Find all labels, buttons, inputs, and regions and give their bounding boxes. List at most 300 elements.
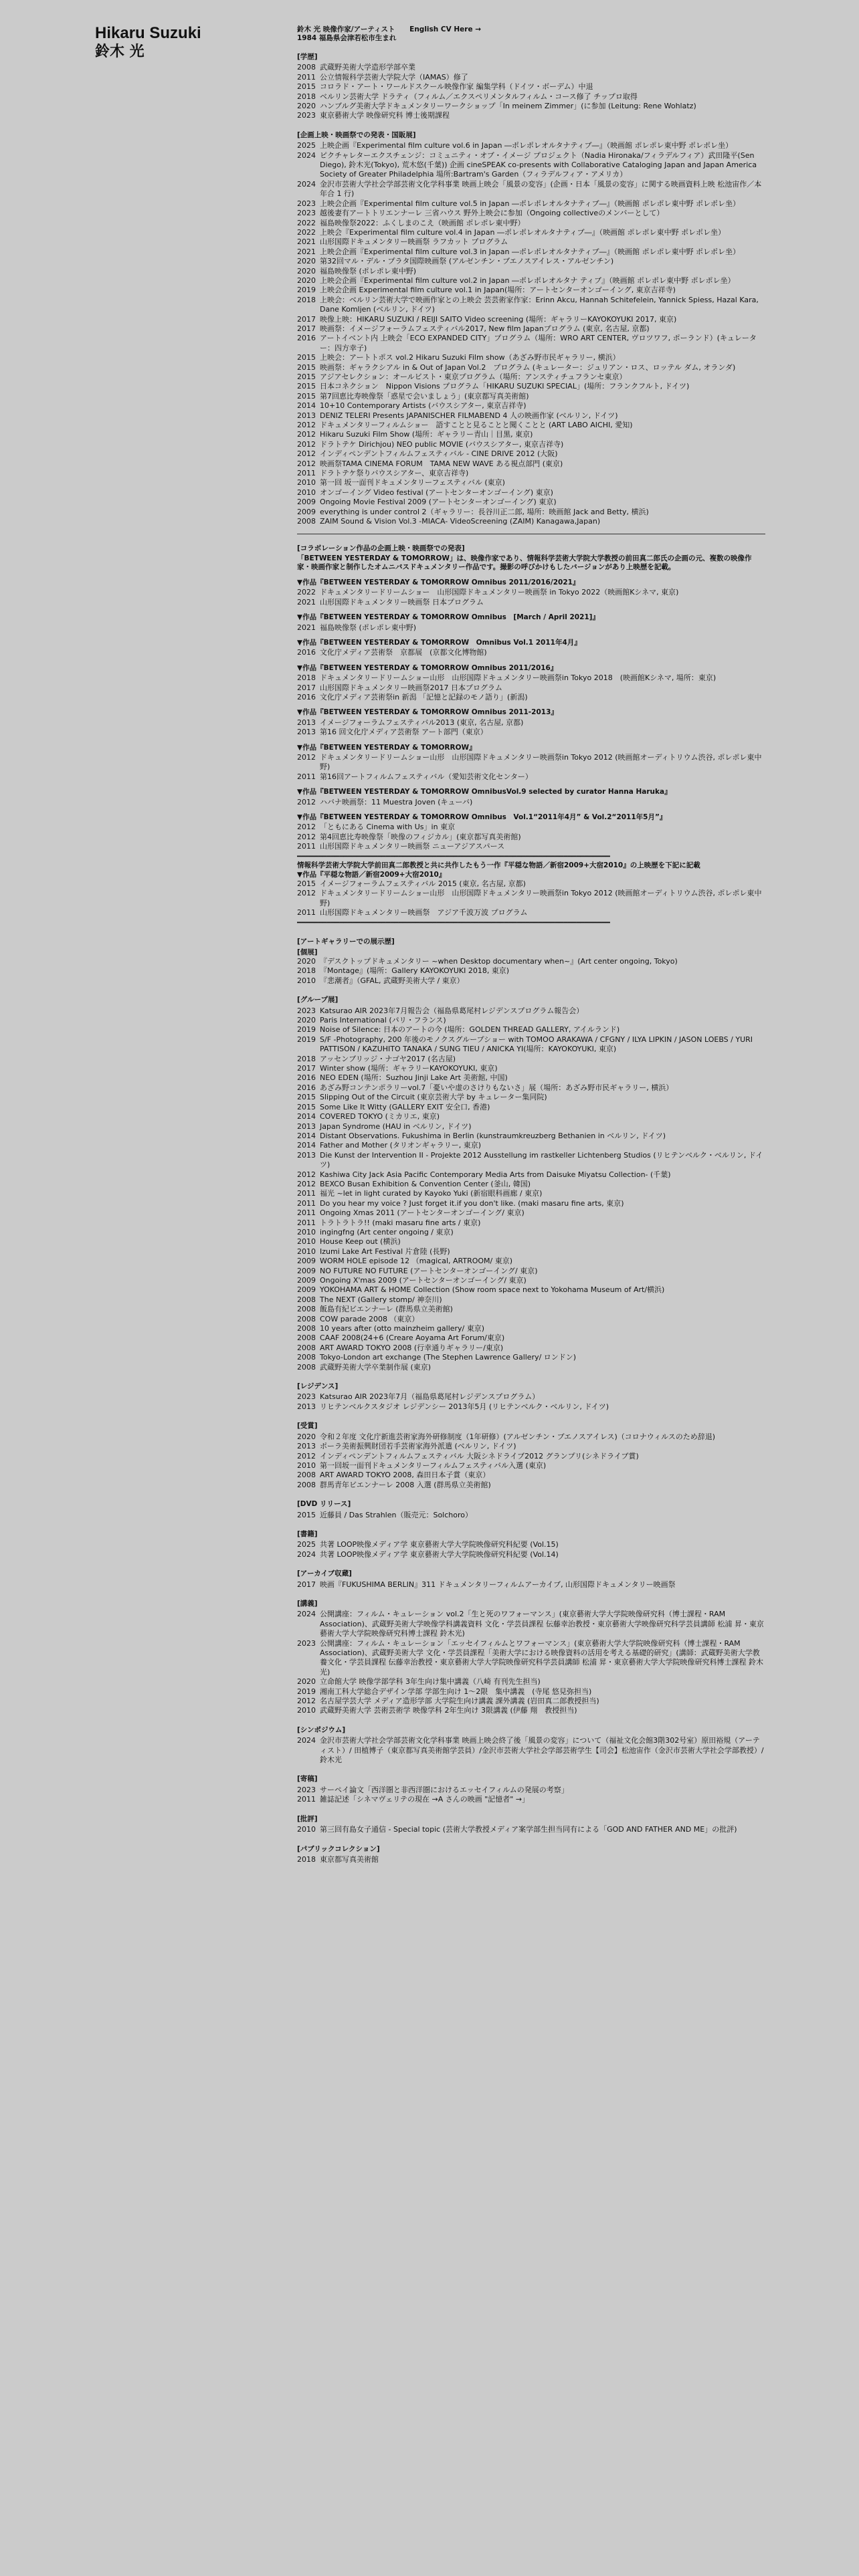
list-item [297,1064,765,1073]
item-text: アジアセレクション：オールビスト・東京プログラム（場所：アンスティチュフランセ東京） [320,372,627,381]
item-text: S/F -Photography, 200 年後のモノクスグループショー with TOMOO ARAKAWA / CFGNY / ILYA LIPKIN / JASON LOEBS / YURI PATTISON / KAZUHITO TANAKA / SUNG TIEU / ANICKA YI(場所：KAYOKOYUKI, 東京) [320,1035,753,1054]
list-item [297,111,765,120]
item-text: 近藤員 / Das Strahlen（販売元：Solchoro） [320,1510,472,1519]
list-item [297,1580,765,1590]
list-item [297,1825,765,1834]
item-text: 第16 回文化庁メディア芸術祭 アート部門（東京） [320,728,488,737]
item-year: 2018 [297,92,316,101]
item-year: 2011 [297,1218,316,1227]
item-year: 2021 [297,597,316,607]
list-item [297,879,765,889]
item-text: Ongoing Xmas 2011 (アートセンターオンゴーイング/ 東京) [320,1208,524,1218]
item-year: 2011 [297,1189,316,1198]
item-year: 2011 [297,72,316,82]
section-subtitle: [個展] [297,948,318,956]
list-item [297,1016,765,1025]
section-title: [シンポジウム] [297,1725,346,1734]
item-text: Hikaru Suzuki Film Show (場所：ギャラリー青山｜目黒, 東京) [320,430,533,439]
item-year: 2018 [297,673,316,683]
list-item [297,92,765,102]
item-text: ベルリン芸術大学 ドラティ（フィルム／エクスペリメンタルフィルム・コース修了 チップロ取得 [320,92,638,101]
item-year: 2019 [297,1035,316,1044]
list-item [297,1706,765,1715]
item-year: 2019 [297,1025,316,1035]
work-title: ▼作品『BETWEEN YESTERDAY & TOMORROW』 [297,743,476,752]
item-text: 第7回恵比寿映像祭「惑星で会いましょう」(東京都写真美術館) [320,391,529,401]
item-text: 公開講座：フィルム・キュレーション vol.2「生と死のワフォーマンス」(東京藝術大学大学院映像研究科（博士課程・RAM Association)、武蔵野美術大学映像学科講義資料 文化・学芸員課程 伝藤幸治教授・東京藝術大学映像研究科学芸員講師 松浦 昇・東京藝術大学大学院映像研究科博士課程 鈴木光) [320,1610,764,1638]
item-text: COW parade 2008 （東京） [320,1314,419,1323]
list-item [297,247,765,257]
item-year: 2008 [297,1471,316,1480]
item-text: 第4回恵比寿映像祭「映像のフィジカル」(東京都写真美術館) [320,832,521,841]
list-item [297,82,765,92]
list-item [297,1180,765,1189]
item-year: 2021 [297,237,316,247]
item-text: Katsurao AIR 2023年7月報告会（福島県葛尾村レジデンスプログラム報告会） [320,1006,584,1015]
item-year: 2010 [297,1237,316,1247]
item-text: 飯島有紀ビエンナーレ (群馬県立美術館) [320,1305,453,1314]
item-text: ingingfng (Art center ongoing / 東京) [320,1227,454,1237]
item-year: 2010 [297,1227,316,1237]
list-item [297,1697,765,1706]
list-item [297,372,765,382]
list-item [297,237,765,247]
item-text: ポーラ美術振興財団若手芸術家海外派遣 (ベルリン, ドイツ) [320,1442,516,1451]
item-year: 2025 [297,1540,316,1549]
work-title: ▼作品『BETWEEN YESTERDAY & TOMORROW Omnibus 2011/2016/2021』 [297,578,580,586]
item-year: 2012 [297,1170,316,1179]
sections-primary [297,52,765,527]
item-text: 共著 LOOP映像メディア学 東京藝術大学大学院映像研究科紀要 (Vol.14) [320,1549,559,1559]
item-text: 立命館大学 映像学部学科 3年生向け集中講義（八崎 有刊先生担当) [320,1677,541,1687]
item-year: 2009 [297,1266,316,1275]
item-text: 福島映像祭2022：ふくしまのこえ（映画館 ポレポレ東中野） [320,218,525,227]
item-text: 公立情報科学芸術大学院大学（IAMAS）修了 [320,72,468,82]
item-year: 2012 [297,439,316,449]
item-text: CAAF 2008(24+6 (Creare Aoyama Art Forum/東京) [320,1333,505,1343]
list-item [297,73,765,82]
item-year: 2020 [297,957,316,966]
item-text: 映画祭：ギャラクシアル in & Out of Japan Vol.2 プログラム (キュレーター：ジュリアン・ロス、ロッテル ダム, オランダ) [320,362,736,372]
item-text: ピクチャレターエクスチェンジ：コミュニティ・オブ・イメージ プロジェクト（Nadia Hironaka/フィラデルフィア）武田隆平(Sen Diego), 鈴木光(Tokyo), 荒木悠(千葉)) 企画 cineSPEAK co-presents with Collaborative Cataloging Japan and Japan America Society of Greater Philadelphia 場所:Bartram's Garden（フィラデルフィア・アメリカ） [320,150,757,179]
list-item [297,296,765,315]
list-item [297,498,765,507]
item-text: Die Kunst der Intervention II - Projekte 2012 Ausstellung im rastkeller Lichtenberg Studios (リヒテンベルク・ベルリン, ドイツ) [320,1150,763,1170]
item-text: 文化庁メディア芸術祭in 新潟 「記憶と記録のモノ語り」(新潟) [320,692,528,702]
item-text: 上映企画『Experimental film culture vol.6 in Japan ―ポレポレオルタナティブ―』（映画館 ポレポレ東中野 ポレポレ坐） [320,141,733,150]
item-year: 2010 [297,478,316,488]
item-text: 10 years after (otto mainzheim gallery/ 東京) [320,1324,485,1333]
item-text: 山形国際ドキュメンタリー映画祭 日本プログラム [320,597,484,607]
section-title: [パブリックコレクション] [297,1844,380,1853]
list-item [297,1025,765,1035]
section-title: [批評] [297,1814,318,1823]
item-year: 2016 [297,1083,316,1092]
section-title: [学歴] [297,53,318,61]
item-year: 2016 [297,334,316,343]
item-text: Noise of Silence: 日本のアートの今 (場所：GOLDEN THREAD GALLERY, アイルランド) [320,1025,620,1035]
item-year: 2024 [297,179,316,189]
item-text: Distant Observations. Fukushima in Berlin (kunstraumkreuzberg Bethanien in ベルリン, ドイツ) [320,1131,666,1140]
list-item [297,1103,765,1112]
item-year: 2009 [297,1257,316,1266]
item-year: 2008 [297,1305,316,1314]
list-item [297,1687,765,1697]
list-item [297,1550,765,1560]
list-item [297,488,765,498]
item-year: 2011 [297,772,316,781]
list-item [297,908,765,918]
list-item [297,833,765,842]
item-year: 2015 [297,1102,316,1111]
item-year: 2019 [297,1687,316,1696]
list-item [297,63,765,72]
list-item [297,1324,765,1333]
list-item [297,1540,765,1549]
work-title: ▼作品『BETWEEN YESTERDAY & TOMORROW Omnibus 2011/2016』 [297,663,558,672]
section-title: [DVD リリース] [297,1500,351,1509]
item-text: Tokyo-London art exchange (The Stephen Lawrence Gallery/ ロンドン) [320,1353,577,1362]
item-text: ZAIM Sound & Vision Vol.3 -MIACA- VideoScreening (ZAIM) Kanagawa,Japan) [320,517,601,526]
list-item [297,449,765,459]
item-text: everything is under control 2（ギャラリー：長谷川正二郎, 場所：映画館 Jack and Betty, 横浜) [320,507,649,516]
item-year: 2011 [297,1795,316,1804]
item-year: 2018 [297,966,316,976]
item-year: 2008 [297,1314,316,1323]
item-text: 公開講座：フィルム・キュレーション「エッセイフィルムとワフォーマンス」(東京藝術大学大学院映像研究科（博士課程・RAM Association)、武蔵野美術大学 文化・学芸員課程「美術大学における映像資料の活用を考える基礎的研究」(講師：武蔵野美術大学教養文化・学芸員課程 伝藤幸治教授・東京藝術大学大学院映像研究科学芸員講師 松浦 昇・東京藝術大学大学院映像研究科博士課程 鈴木光) [320,1638,763,1677]
list-item [297,324,765,334]
list-item [297,363,765,372]
item-text: ドラトテケ祭りバウスシアター、東京吉祥寺) [320,469,469,478]
item-text: 第一回坂一面刊ドキュメンタリーフィルムフェスティバル入選 (東京) [320,1461,547,1470]
item-year: 2023 [297,111,316,120]
item-year: 2020 [297,1677,316,1687]
english-cv-link[interactable]: English CV Here → [409,25,482,33]
item-text: 映画『FUKUSHIMA BERLIN』311 ドキュメンタリーフィルムアーカイブ, 山形国際ドキュメンタリー映画祭 [320,1580,676,1589]
item-text: ドキュメンタリーフィルムショー 語すことと見ることと聞くことと (ART LABO AICHI, 愛知) [320,421,633,430]
section-title: [アートギャラリーでの展示歴] [297,938,395,946]
list-item [297,753,765,772]
list-item [297,1736,765,1765]
item-year: 2012 [297,753,316,762]
list-item [297,1442,765,1451]
item-text: Slipping Out of the Circuit (東京芸術大学 by キュレーター集同院) [320,1093,547,1102]
list-item [297,673,765,683]
item-text: リヒテンベルクスタジオ レジデンシー 2013年5月 (リヒテンベルク・ベルリン, ドイツ) [320,1402,609,1411]
item-year: 2017 [297,324,316,333]
list-item [297,1432,765,1442]
item-year: 2017 [297,683,316,692]
list-item [297,228,765,237]
list-item [297,459,765,469]
item-year: 2009 [297,1276,316,1285]
list-item [297,1199,765,1208]
list-item [297,598,765,607]
item-year: 2015 [297,1510,316,1519]
item-year: 2011 [297,1208,316,1218]
list-item [297,1276,765,1285]
list-item [297,718,765,728]
work-title: ▼作品『BETWEEN YESTERDAY & TOMORROW Omnibus Vol.1 2011年4月』 [297,638,581,647]
list-item [297,889,765,908]
item-year: 2020 [297,1432,316,1441]
list-item [297,823,765,832]
list-item [297,1610,765,1638]
list-item [297,772,765,782]
item-year: 2013 [297,1442,316,1451]
item-year: 2008 [297,1343,316,1352]
section-title: [書籍] [297,1529,318,1538]
section-title: [コラボレーション作品の企画上映・映画祭での発表] [297,544,465,552]
list-item [297,315,765,324]
item-year: 2012 [297,1697,316,1706]
item-text: 群馬青年ビエンナーレ 2008 入選 (群馬県立美術館) [320,1480,491,1489]
item-year: 2011 [297,1198,316,1208]
item-text: ドキュメンタリードリームショー山形 山形国際ドキュメンタリー映画祭in Tokyo 2012 (映画館オーディトリウム渋谷, ポレポレ東中野) [320,889,762,907]
item-text: DENIZ TELERI Presents JAPANISCHER FILMABEND 4 人の映画作家 (ベルリン, ドイツ) [320,411,618,420]
item-year: 2010 [297,976,316,985]
item-year: 2009 [297,1285,316,1295]
collab-note: 「BETWEEN YESTERDAY & TOMORROW」は、映像作家であり、情報科学芸術大学院大学教授の前田真二郎氏の企画の元、複数の映像作家・映画作家と制作したオムニバスドキュメンタリー作品です。撮影の呼びかけもしたバージョンがあり上映歴を記載。 [297,554,752,572]
list-item [297,1035,765,1055]
item-text: 映像上映：HIKARU SUZUKI / REIJI SAITO Video screening (場所：ギャラリーKAYOKOYUKI 2017, 東京) [320,314,677,324]
list-item [297,411,765,421]
artist-name-en: Hikaru Suzuki [95,24,201,42]
section-title: [受賞] [297,1422,318,1430]
item-year: 2011 [297,908,316,918]
item-text: YOKOHAMA ART & HOME Collection (Show room space next to Yokohama Museum of Art/横浜) [320,1285,665,1295]
item-text: 福島映像祭 (ポレポレ東中野) [320,623,417,632]
list-item [297,976,765,986]
separator-line: ━━━━━━━━━━━━━━━━━━━━━━━━━━━━━━━━━━━━━━━━━━━━━━━━━━━━━━━━━━━━━━━━━━━━━━━━━━ [297,918,610,927]
cv-content [297,25,765,1864]
list-item [297,334,765,353]
item-year: 2008 [297,1324,316,1333]
list-item [297,440,765,449]
item-year: 2013 [297,1150,316,1160]
list-item [297,1402,765,1412]
list-item [297,648,765,657]
collab-note-2: 情報科学芸術大学院大学前田真二郎教授と共に共作したもう一作『平穏な物語／新宿2009+大宿2010』の上映歴を下記に記載 [297,861,700,870]
header-title: 鈴木 光 映像作家/アーティスト [297,25,395,33]
list-item [297,693,765,702]
list-item [297,623,765,633]
section-title: [企画上映・映画祭での発表・国販展] [297,130,416,139]
item-year: 2018 [297,1054,316,1063]
item-text: 上映会企画 Experimental film culture vol.1 in Japan(場所：アートセンターオンゴーイング, 東京吉祥寺) [320,286,676,295]
item-text: 文化庁メディア芸術祭 京都展 (京都文化博物館) [320,648,487,657]
work-title: ▼作品『BETWEEN YESTERDAY & TOMORROW Omnibus Vol.1“2011年4月” & Vol.2“2011年5月”』 [297,813,667,822]
list-item [297,276,765,286]
item-text: Father and Mother (タリオンギャラリー, 東京) [320,1141,482,1150]
item-text: 東京都写真美術館 [320,1854,379,1864]
list-item [297,728,765,737]
item-text: Winter show (場所：ギャラリーKAYOKOYUKI, 東京) [320,1064,498,1073]
item-text: ドキュメンタリードリームショー山形 山形国際ドキュメンタリー映画祭in Tokyo 2018 (映画館Kシネマ, 場所：東京) [320,673,717,683]
item-text: 上映会企画『Experimental film culture vol.3 in Japan ―ポレポレオルタナティブ―』（映画館 ポレポレ東中野 ポレポレ坐） [320,247,741,256]
list-item [297,151,765,180]
item-text: 湘南工科大学総合デザイン学部 学部生向け 1〜2限 集中講義 (寺尾 悠見弥担当) [320,1687,592,1696]
list-item [297,1795,765,1804]
item-text: COVERED TOKYO (ミカリエ, 東京) [320,1112,440,1121]
list-item [297,798,765,807]
item-text: 『デスクトップドキュメンタリー ~when Desktop documentary when~』(Art center ongoing, Tokyo) [320,957,678,966]
item-year: 2014 [297,1141,316,1150]
item-year: 2024 [297,150,316,160]
item-year: 2012 [297,832,316,841]
item-text: インディペンデントフィルムフェスティバル 大阪シネドライブ2012 グランプリ(シネドライブ賞) [320,1451,639,1461]
item-year: 2013 [297,411,316,420]
item-year: 2020 [297,266,316,276]
item-year: 2014 [297,401,316,411]
item-year: 2023 [297,209,316,218]
item-text: 上映会：アートトポス vol.2 Hikaru Suzuki Film show（あざみ野市民ギャラリー, 横浜） [320,353,620,362]
item-year: 2010 [297,488,316,497]
item-text: コロラド・アート・ワールドスクール映像作家 編集学科（ドイツ・ボーデム）中退 [320,82,593,92]
item-text: アッセンブリッジ・ナゴヤ2017 (名古屋) [320,1054,456,1063]
item-year: 2010 [297,1706,316,1715]
item-text: 「ともにある Cinema with Us」in 東京 [320,823,456,832]
item-year: 2012 [297,459,316,468]
item-text: 上映会企画『Experimental film culture vol.5 in Japan ―ポレポレオルタナティブ―』（映画館 ポレポレ東中野 ポレポレ坐） [320,199,741,208]
list-item [297,966,765,976]
item-year: 2021 [297,623,316,632]
item-year: 2025 [297,141,316,150]
item-year: 2018 [297,295,316,304]
list-item [297,219,765,228]
item-year: 2014 [297,1112,316,1121]
list-item [297,382,765,391]
item-year: 2010 [297,1825,316,1834]
list-item [297,508,765,517]
list-item [297,1247,765,1257]
item-text: 山形国際ドキュメンタリー映画祭 ニューアジアスパース [320,842,505,851]
item-year: 2012 [297,823,316,832]
item-year: 2024 [297,1610,316,1619]
item-year: 2014 [297,1131,316,1140]
header-line-1 [297,25,765,34]
list-item [297,286,765,295]
item-year: 2015 [297,372,316,381]
item-text: 福光 ~let in light curated by Kayoko Yuki (新宿眼科画廊 / 東京) [320,1189,543,1198]
item-text: 東京藝術大学 映像研究科 博士後期課程 [320,111,450,120]
item-text: 越後妻有アートトリエンナーレ 三省ハウス 野外上映会に参加（Ongoing collectiveのメンバーとして） [320,209,664,218]
list-item [297,588,765,597]
item-text: ドラトテケ Dirichjou) NEO public MOVIE (バウスシアター, 東京吉祥寺) [320,439,564,449]
item-year: 2012 [297,889,316,898]
list-item [297,1141,765,1150]
section-title: [レジデンス] [297,1382,339,1391]
work-title: ▼作品『BETWEEN YESTERDAY & TOMORROW OmnibusVol.9 selected by curator Hanna Haruka』 [297,788,672,796]
item-year: 2012 [297,449,316,459]
item-year: 2020 [297,1016,316,1025]
item-text: 武蔵野美術大学卒業制作展 (東京) [320,1362,432,1372]
list-item [297,401,765,411]
item-year: 2012 [297,430,316,439]
list-item [297,421,765,430]
item-text: Ongoing Movie Festival 2009 (アートセンターオンゴーイング) 東京) [320,498,557,507]
list-item [297,1055,765,1064]
item-text: ハバナ映画祭：11 Muestra Joven (キューバ) [320,797,473,807]
section-title: [アーカイブ収蔵] [297,1570,352,1578]
header-birth: 1984 福島県会津若松市生まれ [297,34,397,42]
section-title: [グループ展] [297,996,339,1004]
item-text: 金沢市芸術大学社会学部芸術文化学科事業 映画上映会終了後「風景の変容」について（福祉文化会館3階302号室）原田裕規（アーティスト）/ 田植博子（東京都写真美術館学芸員）/金沢市芸術大学社会学部芸術学生【司会】松池宙作（金沢市芸術大学社会学部教授）/ 鈴木光 [320,1736,764,1765]
item-text: Katsurao AIR 2023年7月（福島県葛尾村レジデンスプログラム） [320,1392,540,1402]
item-year: 2020 [297,276,316,285]
item-text: 共著 LOOP映像メディア学 東京藝術大学大学院映像研究科紀要 (Vol.15) [320,1540,559,1549]
list-item [297,392,765,401]
item-year: 2017 [297,1580,316,1589]
list-item [297,1073,765,1083]
list-item [297,1006,765,1016]
list-item [297,1112,765,1121]
item-year: 2011 [297,842,316,851]
item-year: 2010 [297,1247,316,1256]
item-year: 2023 [297,1392,316,1402]
item-text: オンゴーイング Video festival (アートセンターオンゴーイング) 東京) [320,488,553,497]
work-title: ▼作品『平穏な物語／新宿2009+大宿2010』 [297,870,446,879]
item-year: 2015 [297,353,316,362]
item-year: 2012 [297,1179,316,1188]
item-year: 2016 [297,692,316,702]
item-year: 2017 [297,314,316,324]
item-text: 日本コネクション Nippon Visions プログラム「HIKARU SUZUKI SPECIAL」(場所：フランクフルト, ドイツ) [320,382,690,391]
item-text: ドキュメンタリードリームショー山形 山形国際ドキュメンタリー映画祭in Tokyo 2012 (映画館オーディトリウム渋谷, ポレポレ東中野) [320,753,762,772]
item-year: 2008 [297,1353,316,1362]
item-year: 2018 [297,1854,316,1864]
list-item [297,430,765,439]
list-item [297,1228,765,1237]
item-text: 山形国際ドキュメンタリー映画祭 ラフカット プログラム [320,237,508,247]
item-text: WORM HOLE episode 12 （magical, ARTROOM/ 東京) [320,1257,513,1266]
item-year: 2020 [297,257,316,266]
list-item [297,1639,765,1678]
item-text: NO FUTURE NO FUTURE (アートセンターオンゴーイング/ 東京) [320,1266,538,1275]
list-item [297,1392,765,1402]
item-year: 2008 [297,517,316,526]
list-item [297,842,765,851]
collab-section [297,544,765,928]
item-text: BEXCO Busan Exhibition & Convention Center (釜山, 韓国) [320,1179,531,1188]
item-text: イメージフォーラムフェスティバル2013 (東京, 名古屋, 京都) [320,718,524,727]
list-item [297,1267,765,1276]
item-text: 10+10 Contemporary Artists (バウスシアター, 東京吉祥寺) [320,401,527,411]
item-text: Some Like It Witty (GALLERY EXIT 安全口, 香港) [320,1102,490,1111]
item-year: 2012 [297,797,316,807]
item-year: 2023 [297,1638,316,1648]
item-text: 第32回マル・デル・プラタ国際映画祭 (アルゼンチン・ブエノスアイレス・アルゼンチン) [320,257,614,266]
list-item [297,1295,765,1305]
item-text: 映画祭：イメージフォーラムフェスティバル2017, New film Japanプログラム (東京, 名古屋, 京都) [320,324,650,333]
item-text: トラトラトラ!! (maki masaru fine arts / 東京) [320,1218,481,1227]
sections-secondary [297,937,765,1864]
item-text: 武蔵野美術大学造形学部卒業 [320,63,415,72]
item-year: 2008 [297,1362,316,1372]
item-text: 『悲潮者』（GFAL, 武蔵野美術大学 / 東京） [320,976,464,985]
item-text: インディペンデントフィルムフェスティバル - CINE DRIVE 2012 (大阪) [320,449,558,459]
separator-line: ━━━━━━━━━━━━━━━━━━━━━━━━━━━━━━━━━━━━━━━━━━━━━━━━━━━━━━━━━━━━━━━━━━━━━━━━━━ [297,852,610,861]
list-item [297,1093,765,1102]
item-year: 2013 [297,1121,316,1131]
item-text: 金沢市芸術大学社会学部芸術文化学科事業 映画上映会「風景の変容」(企画・日本「風景の変容」に関する映画資料上映 松池宙作／本年合 1 行) [320,179,762,199]
list-item [297,1333,765,1343]
item-year: 2023 [297,1006,316,1015]
item-year: 2011 [297,469,316,478]
item-year: 2012 [297,421,316,430]
item-year: 2024 [297,1549,316,1559]
list-item [297,1189,765,1198]
